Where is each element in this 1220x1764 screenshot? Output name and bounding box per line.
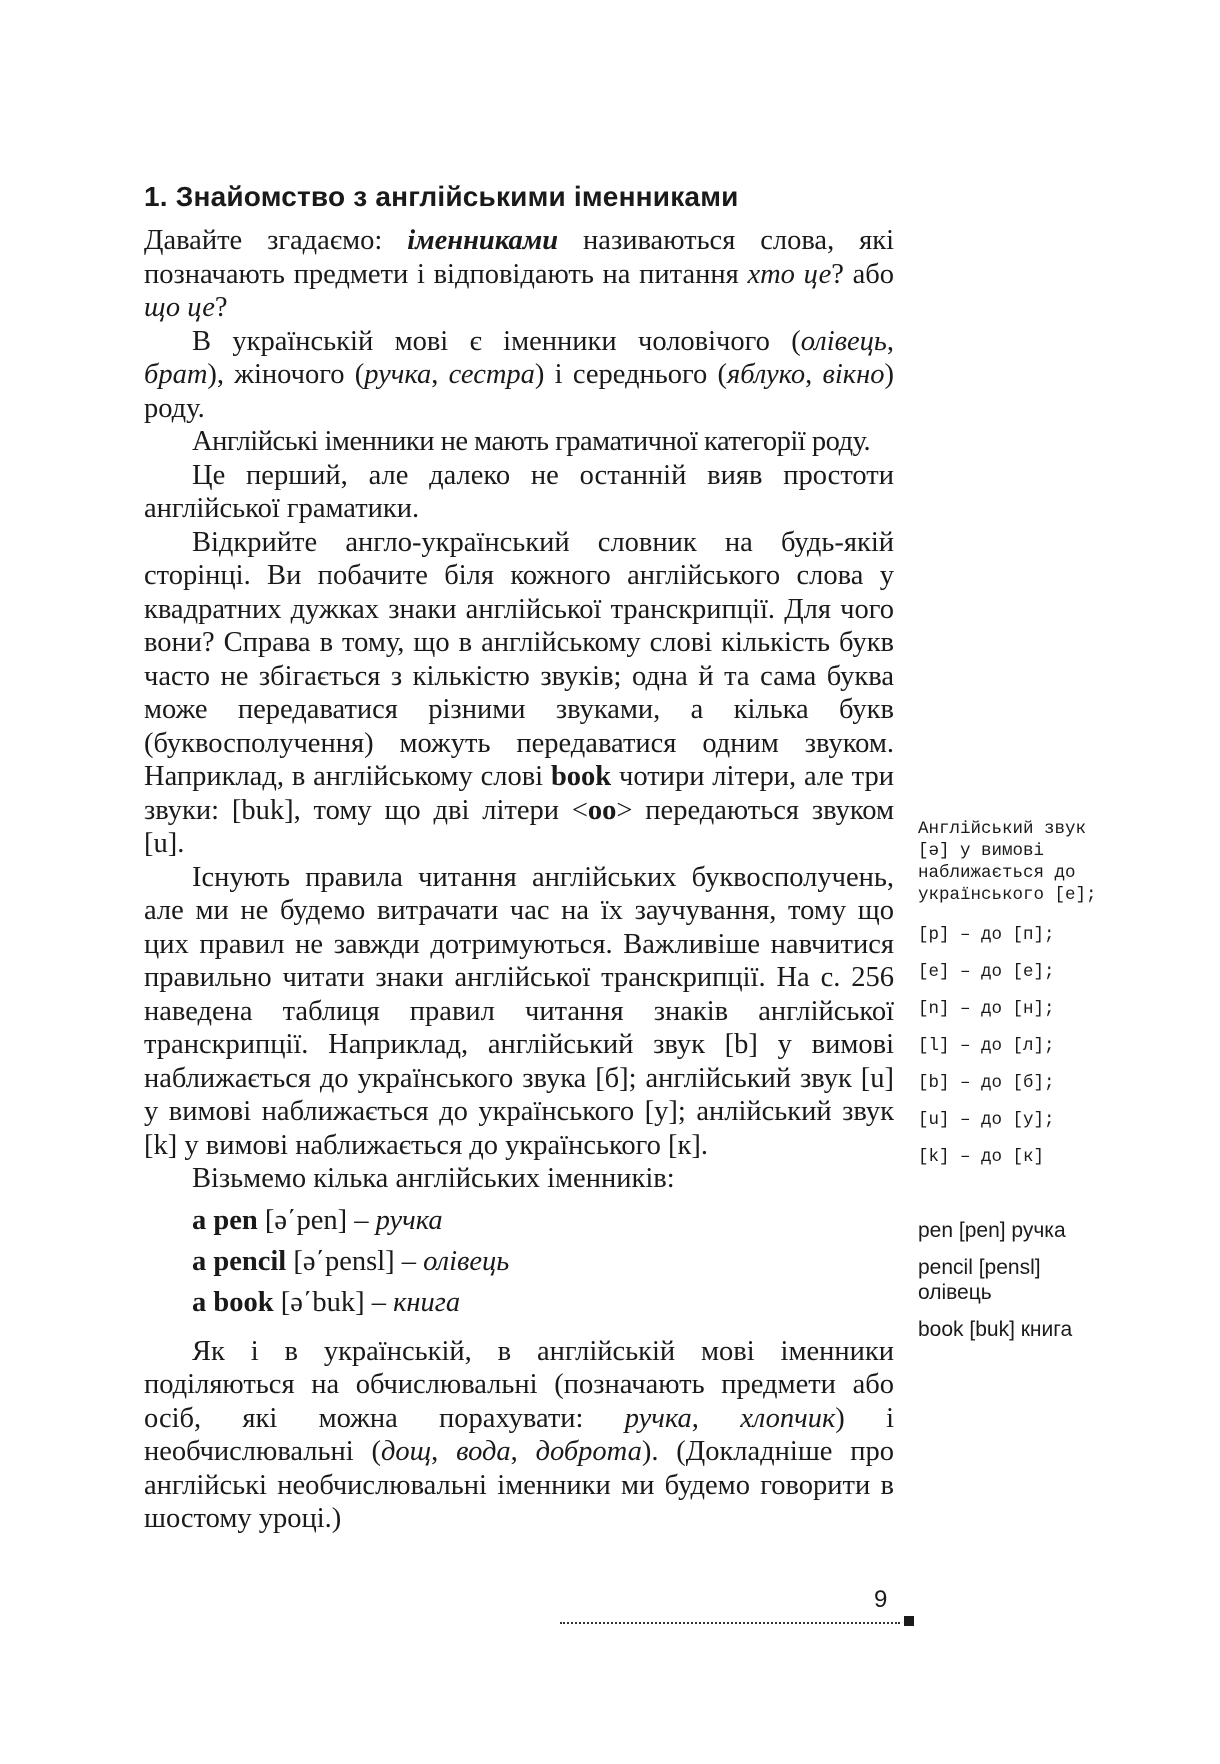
text: ). (Докладніше про англійські необчислювальні іменники ми будемо говорити в шостому уроці.) — [144, 1436, 894, 1534]
paragraph-8 — [144, 1335, 894, 1536]
example: вікно — [822, 359, 885, 390]
example: ручка — [364, 359, 432, 390]
example-transcription: [ə΄pensl] – — [286, 1245, 424, 1277]
example: вода — [456, 1436, 511, 1467]
example: сестра — [448, 359, 535, 390]
sound-pair: [n] – до [н]; — [918, 999, 1055, 1019]
paragraph-2 — [144, 325, 894, 426]
question-what: що це — [144, 292, 215, 323]
text: ? — [214, 292, 228, 323]
text: ? або — [831, 258, 894, 290]
footer-dotted-rule — [560, 1622, 900, 1624]
paragraph-3: Англійські іменники не мають граматичної категорії роду. — [192, 426, 871, 457]
text: В українській мові є іменники чоловічого ( — [192, 325, 801, 357]
example-meaning: книга — [393, 1286, 461, 1318]
text: , — [431, 1436, 457, 1467]
text: Як і в українській, в англійській мові іменники поділяються на обчислювальні (позначають предмети або осіб, які можна порахувати: — [144, 1335, 894, 1434]
word-book: book — [550, 761, 612, 792]
example-row — [192, 1241, 894, 1282]
paragraph-1 — [144, 224, 894, 325]
main-text — [144, 180, 894, 1536]
letters-oo: oo — [587, 794, 617, 826]
example: доброта — [535, 1436, 642, 1467]
text: , — [805, 359, 823, 390]
sound-pair: [u] – до [у]; — [918, 1110, 1055, 1130]
text: чотири літери, але три звуки: [buk], тому що дві літери < — [144, 761, 894, 826]
paragraph-5 — [144, 526, 894, 861]
example: ручка — [624, 1402, 692, 1434]
text: Давайте згадаємо: — [144, 225, 408, 256]
example: яблуко — [727, 359, 806, 390]
vocab-item: book [buk] книга — [918, 1318, 1073, 1341]
sound-pair: [e] – до [е]; — [918, 962, 1055, 982]
text: називаються слова, які позначають предмети і відповідають на питання — [144, 225, 894, 290]
text: ) і середнього ( — [534, 359, 728, 390]
example: хлопчик — [740, 1402, 836, 1434]
example-word: a book — [192, 1286, 274, 1318]
sound-pair: [b] – до [б]; — [918, 1073, 1055, 1093]
example-transcription: [ə΄buk] – — [273, 1286, 394, 1318]
example: олівець — [800, 325, 887, 357]
section-heading: 1. Знайомство з англійськими іменниками — [144, 181, 739, 212]
example-meaning: ручка — [375, 1204, 443, 1236]
text: , — [431, 359, 449, 390]
margin-sound-pairs — [918, 924, 1108, 1183]
margin-vocabulary — [918, 1218, 1108, 1354]
text: , — [510, 1436, 536, 1467]
example-row — [192, 1200, 894, 1241]
text: ) і необчислювальні ( — [144, 1402, 894, 1467]
example-transcription: [ə΄pen] – — [257, 1204, 376, 1236]
text: ), жіночого ( — [207, 359, 365, 390]
vocab-item: pen [pen] ручка — [918, 1219, 1066, 1242]
footer-square-marker — [904, 1616, 914, 1626]
text: Відкрийте англо-український словник на будь-якій сторінці. Ви побачите біля кожного англійського слова у квадратних дужках знаки англійської транскрипції. Для чого вони? Справа в тому, що в англійському слові кількість букв часто не збігається з кількістю звуків; одна й та сама буква може передаватися різними звуками, а кілька букв (буквосполучення) можуть передаватися одним звуком. Наприклад, в англійському слові — [144, 526, 894, 792]
term-emphasis: іменниками — [407, 225, 559, 256]
vocab-item: pencil [pensl] олівець — [918, 1256, 1041, 1304]
text: , — [691, 1402, 741, 1434]
text: , — [886, 325, 894, 357]
question-who: хто це — [747, 258, 832, 290]
example-word: a pen — [192, 1204, 258, 1236]
example-word: a pencil — [192, 1245, 287, 1277]
paragraph-7: Візьмемо кілька англійських іменників: — [192, 1163, 675, 1194]
text: ) роду. — [144, 359, 894, 424]
examples-list — [144, 1200, 894, 1323]
paragraph-4: Це перший, але далеко не останній вияв простоти англійської граматики. — [144, 459, 894, 524]
example: брат — [144, 359, 208, 390]
margin-note-schwa: Англійський звук [ə] у вимові наближається до українського [е]; — [918, 819, 1097, 905]
sound-pair: [l] – до [л]; — [918, 1036, 1055, 1056]
example-meaning: олівець — [423, 1245, 510, 1277]
text: > передаються звуком [u]. — [144, 794, 894, 859]
example-row — [192, 1282, 894, 1323]
paragraph-6: Існують правила читання англійських буквосполучень, але ми не будемо витрачати час на їх заучування, тому що цих правил не завжди дотримуються. Важливіше навчитися правильно читати знаки англійської транскрипції. На с. 256 наведена таблиця правил читання знаків англійської транскрипції. Наприклад, англійський звук [b] у вимові наближається до українського звука [б]; англійський звук [u] у вимові наближається до українського [у]; анлійський звук [k] у вимові наближається до українського [к]. — [144, 861, 894, 1161]
example: дощ — [380, 1436, 432, 1467]
sound-pair: [p] – до [п]; — [918, 925, 1055, 945]
page-number: 9 — [874, 1586, 888, 1613]
sound-pair: [k] – до [к] — [918, 1147, 1045, 1167]
